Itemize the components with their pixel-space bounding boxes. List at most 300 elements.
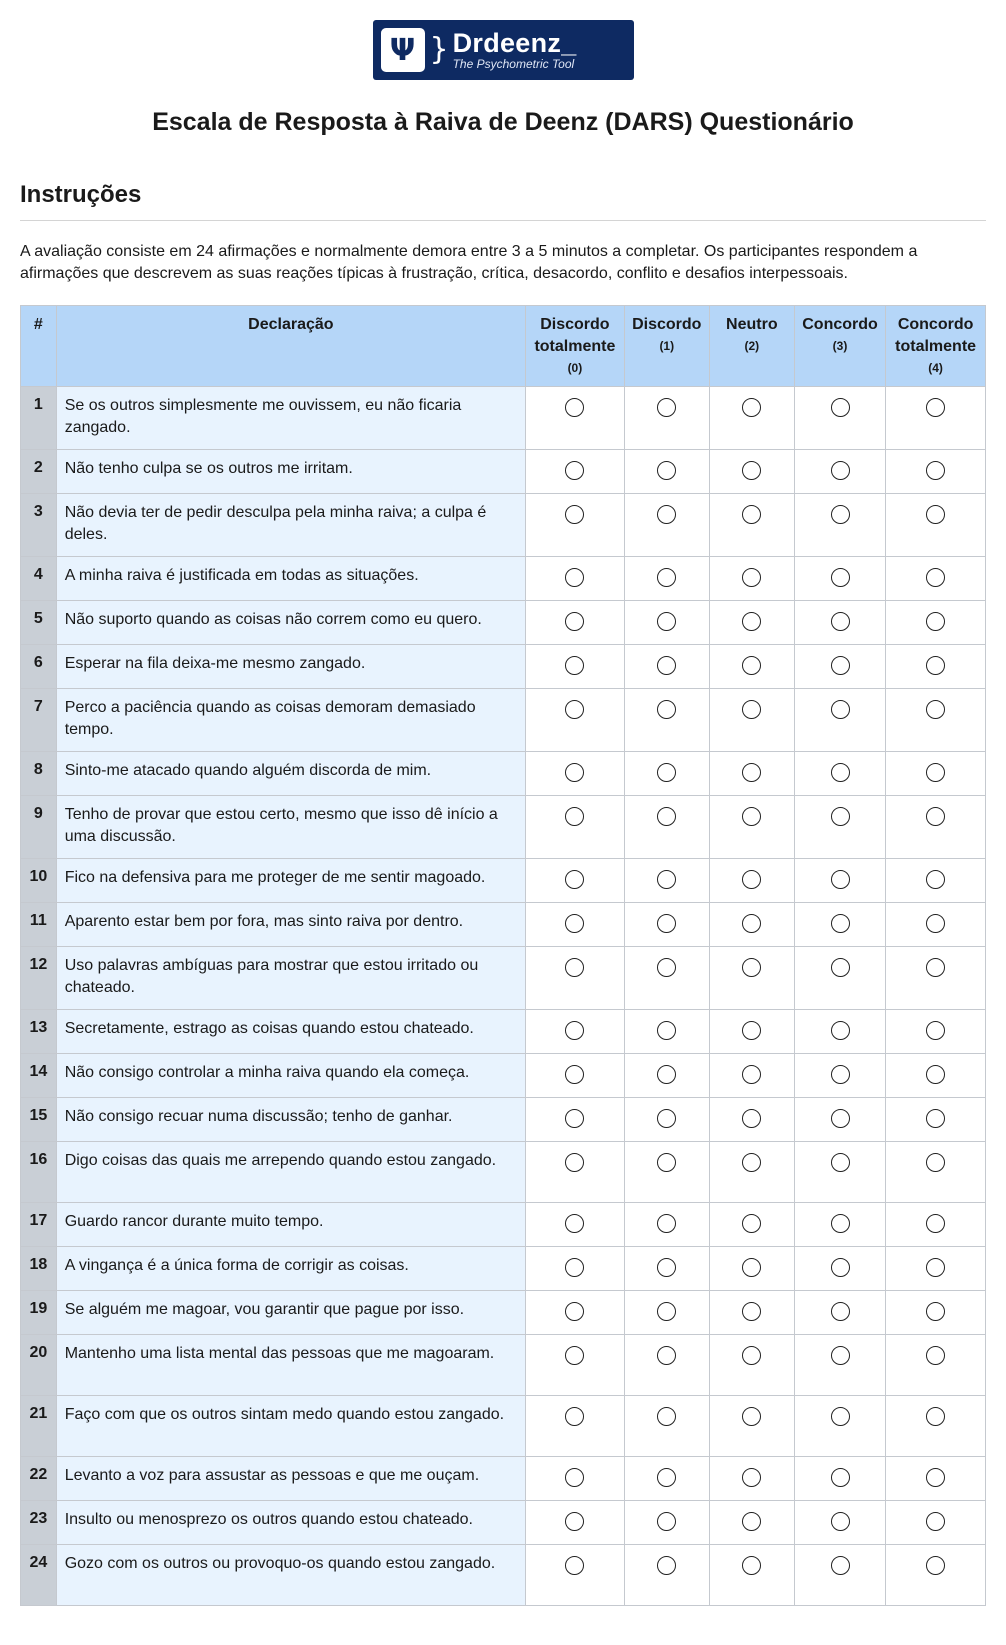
- option-score: (4): [928, 361, 943, 375]
- section-divider: [20, 220, 986, 221]
- answer-radio-3[interactable]: [831, 612, 850, 631]
- answer-radio-1[interactable]: [657, 1021, 676, 1040]
- answer-radio-4[interactable]: [926, 1407, 945, 1426]
- answer-radio-1[interactable]: [657, 870, 676, 889]
- answer-radio-1[interactable]: [657, 1065, 676, 1084]
- answer-radio-0[interactable]: [565, 958, 584, 977]
- answer-cell: [794, 387, 885, 450]
- answer-radio-1[interactable]: [657, 1109, 676, 1128]
- answer-radio-0[interactable]: [565, 461, 584, 480]
- table-row: [21, 796, 986, 859]
- question-statement: A vingança é a única forma de corrigir as coisas.: [56, 1247, 525, 1291]
- logo-tagline: The Psychometric Tool: [452, 57, 575, 71]
- table-row: [21, 450, 986, 494]
- answer-radio-0[interactable]: [565, 1407, 584, 1426]
- answer-cell: [709, 1054, 794, 1098]
- answer-cell: [886, 387, 986, 450]
- answer-radio-1[interactable]: [657, 763, 676, 782]
- answer-radio-3[interactable]: [831, 1407, 850, 1426]
- answer-radio-0[interactable]: [565, 700, 584, 719]
- answer-radio-1[interactable]: [657, 958, 676, 977]
- answer-cell: [624, 947, 709, 1010]
- answer-radio-2[interactable]: [742, 656, 761, 675]
- answer-cell: [624, 796, 709, 859]
- table-row: [21, 1054, 986, 1098]
- question-number: 3: [21, 494, 57, 557]
- table-row: [21, 1203, 986, 1247]
- answer-radio-2[interactable]: [742, 1258, 761, 1277]
- question-number: 24: [21, 1545, 57, 1606]
- answer-radio-1[interactable]: [657, 656, 676, 675]
- answer-radio-0[interactable]: [565, 870, 584, 889]
- answer-radio-4[interactable]: [926, 763, 945, 782]
- answer-cell: [624, 1247, 709, 1291]
- page-title: Escala de Resposta à Raiva de Deenz (DARS) Questionário: [152, 108, 854, 136]
- answer-cell: [886, 1291, 986, 1335]
- answer-cell: [886, 947, 986, 1010]
- answer-cell: [624, 1291, 709, 1335]
- answer-cell: [526, 859, 625, 903]
- answer-radio-2[interactable]: [742, 1065, 761, 1084]
- answer-radio-1[interactable]: [657, 1346, 676, 1365]
- answer-radio-3[interactable]: [831, 1214, 850, 1233]
- answer-radio-0[interactable]: [565, 1302, 584, 1321]
- answer-cell: [794, 1054, 885, 1098]
- answer-cell: [794, 1247, 885, 1291]
- answer-cell: [526, 903, 625, 947]
- question-statement: Secretamente, estrago as coisas quando estou chateado.: [56, 1010, 525, 1054]
- answer-radio-2[interactable]: [742, 398, 761, 417]
- header-option-4: [886, 306, 986, 387]
- answer-cell: [709, 1396, 794, 1457]
- question-statement: Não consigo recuar numa discussão; tenho de ganhar.: [56, 1098, 525, 1142]
- answer-radio-0[interactable]: [565, 1065, 584, 1084]
- header-option-2: [709, 306, 794, 387]
- answer-radio-3[interactable]: [831, 1021, 850, 1040]
- answer-radio-1[interactable]: [657, 1407, 676, 1426]
- answer-cell: [794, 1457, 885, 1501]
- answer-cell: [526, 1335, 625, 1396]
- header-option-1: [624, 306, 709, 387]
- answer-radio-0[interactable]: [565, 568, 584, 587]
- answer-cell: [709, 689, 794, 752]
- drdeenz-logo: [373, 20, 634, 80]
- option-label: Concordo totalmente: [895, 316, 977, 355]
- answer-cell: [794, 796, 885, 859]
- answer-cell: [624, 752, 709, 796]
- answer-cell: [526, 1396, 625, 1457]
- answer-radio-2[interactable]: [742, 568, 761, 587]
- question-statement: Tenho de provar que estou certo, mesmo que isso dê início a uma discussão.: [56, 796, 525, 859]
- question-number: 15: [21, 1098, 57, 1142]
- answer-cell: [886, 494, 986, 557]
- answer-cell: [794, 752, 885, 796]
- answer-cell: [526, 796, 625, 859]
- table-row: [21, 1291, 986, 1335]
- answer-cell: [526, 689, 625, 752]
- answer-cell: [794, 859, 885, 903]
- answer-radio-4[interactable]: [926, 870, 945, 889]
- answer-cell: [794, 1010, 885, 1054]
- question-number: 21: [21, 1396, 57, 1457]
- logo-name: Drdeenz_: [452, 28, 577, 58]
- answer-radio-0[interactable]: [565, 656, 584, 675]
- answer-radio-1[interactable]: [657, 700, 676, 719]
- answer-radio-1[interactable]: [657, 612, 676, 631]
- answer-radio-0[interactable]: [565, 1346, 584, 1365]
- answer-cell: [526, 450, 625, 494]
- answer-cell: [526, 752, 625, 796]
- answer-radio-4[interactable]: [926, 1021, 945, 1040]
- answer-radio-1[interactable]: [657, 505, 676, 524]
- answer-radio-0[interactable]: [565, 1153, 584, 1172]
- answer-radio-3[interactable]: [831, 1109, 850, 1128]
- answer-radio-4[interactable]: [926, 1346, 945, 1365]
- question-number: 5: [21, 601, 57, 645]
- answer-radio-0[interactable]: [565, 505, 584, 524]
- answer-radio-3[interactable]: [831, 700, 850, 719]
- answer-radio-4[interactable]: [926, 1153, 945, 1172]
- answer-cell: [526, 1291, 625, 1335]
- answer-cell: [886, 903, 986, 947]
- answer-radio-4[interactable]: [926, 1258, 945, 1277]
- answer-cell: [886, 689, 986, 752]
- answer-cell: [709, 859, 794, 903]
- answer-cell: [794, 601, 885, 645]
- questionnaire-table: [20, 305, 986, 1606]
- answer-cell: [624, 494, 709, 557]
- logo-container: [20, 20, 986, 80]
- answer-radio-3[interactable]: [831, 914, 850, 933]
- answer-cell: [886, 796, 986, 859]
- table-row: [21, 1335, 986, 1396]
- answer-cell: [886, 1545, 986, 1606]
- question-number: 7: [21, 689, 57, 752]
- answer-cell: [794, 1098, 885, 1142]
- answer-cell: [886, 450, 986, 494]
- header-option-3: [794, 306, 885, 387]
- question-number: 12: [21, 947, 57, 1010]
- answer-radio-1[interactable]: [657, 1468, 676, 1487]
- answer-cell: [886, 1142, 986, 1203]
- answer-cell: [709, 903, 794, 947]
- answer-radio-2[interactable]: [742, 1556, 761, 1575]
- answer-cell: [709, 1545, 794, 1606]
- question-number: 13: [21, 1010, 57, 1054]
- answer-radio-2[interactable]: [742, 763, 761, 782]
- answer-radio-0[interactable]: [565, 1556, 584, 1575]
- answer-radio-3[interactable]: [831, 1302, 850, 1321]
- answer-radio-3[interactable]: [831, 1468, 850, 1487]
- question-number: 1: [21, 387, 57, 450]
- answer-cell: [709, 387, 794, 450]
- answer-radio-0[interactable]: [565, 1109, 584, 1128]
- answer-cell: [526, 1203, 625, 1247]
- header-statement: Declaração: [56, 306, 525, 387]
- question-number: 2: [21, 450, 57, 494]
- question-number: 11: [21, 903, 57, 947]
- answer-cell: [709, 1142, 794, 1203]
- answer-cell: [794, 1291, 885, 1335]
- answer-cell: [624, 1142, 709, 1203]
- answer-radio-3[interactable]: [831, 398, 850, 417]
- answer-radio-3[interactable]: [831, 1065, 850, 1084]
- answer-radio-3[interactable]: [831, 568, 850, 587]
- table-row: [21, 1501, 986, 1545]
- answer-radio-0[interactable]: [565, 1468, 584, 1487]
- answer-cell: [526, 947, 625, 1010]
- answer-cell: [624, 1054, 709, 1098]
- answer-radio-3[interactable]: [831, 1153, 850, 1172]
- answer-radio-2[interactable]: [742, 1153, 761, 1172]
- answer-radio-2[interactable]: [742, 1512, 761, 1531]
- answer-radio-3[interactable]: [831, 958, 850, 977]
- question-statement: Aparento estar bem por fora, mas sinto raiva por dentro.: [56, 903, 525, 947]
- answer-radio-2[interactable]: [742, 1346, 761, 1365]
- table-row: [21, 557, 986, 601]
- question-number: 9: [21, 796, 57, 859]
- answer-cell: [794, 1203, 885, 1247]
- answer-radio-0[interactable]: [565, 1512, 584, 1531]
- table-row: [21, 947, 986, 1010]
- answer-radio-3[interactable]: [831, 1346, 850, 1365]
- answer-radio-4[interactable]: [926, 398, 945, 417]
- answer-radio-0[interactable]: [565, 1021, 584, 1040]
- answer-cell: [709, 1335, 794, 1396]
- answer-radio-4[interactable]: [926, 568, 945, 587]
- answer-cell: [709, 645, 794, 689]
- answer-radio-0[interactable]: [565, 1214, 584, 1233]
- answer-radio-2[interactable]: [742, 1021, 761, 1040]
- answer-cell: [709, 1501, 794, 1545]
- answer-radio-3[interactable]: [831, 505, 850, 524]
- answer-radio-1[interactable]: [657, 1214, 676, 1233]
- table-row: [21, 1396, 986, 1457]
- answer-cell: [709, 796, 794, 859]
- table-row: [21, 1098, 986, 1142]
- question-statement: A minha raiva é justificada em todas as situações.: [56, 557, 525, 601]
- question-number: 14: [21, 1054, 57, 1098]
- answer-cell: [624, 1335, 709, 1396]
- answer-cell: [624, 1098, 709, 1142]
- answer-cell: [624, 903, 709, 947]
- table-row: [21, 689, 986, 752]
- answer-radio-4[interactable]: [926, 1512, 945, 1531]
- answer-cell: [526, 1010, 625, 1054]
- answer-cell: [794, 557, 885, 601]
- answer-cell: [794, 450, 885, 494]
- answer-radio-0[interactable]: [565, 612, 584, 631]
- answer-radio-2[interactable]: [742, 807, 761, 826]
- answer-cell: [886, 1501, 986, 1545]
- answer-cell: [526, 387, 625, 450]
- answer-radio-3[interactable]: [831, 461, 850, 480]
- answer-cell: [709, 1457, 794, 1501]
- question-statement: Gozo com os outros ou provoquo-os quando estou zangado.: [56, 1545, 525, 1606]
- question-statement: Não devia ter de pedir desculpa pela minha raiva; a culpa é deles.: [56, 494, 525, 557]
- question-statement: Perco a paciência quando as coisas demoram demasiado tempo.: [56, 689, 525, 752]
- answer-cell: [624, 1501, 709, 1545]
- answer-radio-4[interactable]: [926, 461, 945, 480]
- answer-radio-4[interactable]: [926, 1065, 945, 1084]
- question-number: 23: [21, 1501, 57, 1545]
- answer-radio-2[interactable]: [742, 958, 761, 977]
- answer-radio-2[interactable]: [742, 700, 761, 719]
- question-statement: Sinto-me atacado quando alguém discorda de mim.: [56, 752, 525, 796]
- answer-cell: [794, 645, 885, 689]
- question-statement: Não consigo controlar a minha raiva quando ela começa.: [56, 1054, 525, 1098]
- answer-cell: [624, 1203, 709, 1247]
- answer-radio-1[interactable]: [657, 461, 676, 480]
- brace-icon: }: [429, 32, 449, 67]
- instructions-heading: Instruções: [20, 181, 142, 208]
- option-score: (2): [744, 339, 760, 353]
- answer-radio-4[interactable]: [926, 958, 945, 977]
- table-row: [21, 1142, 986, 1203]
- answer-cell: [709, 601, 794, 645]
- answer-cell: [794, 947, 885, 1010]
- answer-radio-4[interactable]: [926, 807, 945, 826]
- answer-cell: [794, 1396, 885, 1457]
- answer-cell: [709, 1247, 794, 1291]
- instructions-text: A avaliação consiste em 24 afirmações e normalmente demora entre 3 a 5 minutos a completar. Os participantes respondem a afirmações que descrevem as suas reações típicas à frustração, crítica, desacordo, conflito e desafios interpessoais.: [20, 243, 918, 282]
- question-statement: Não tenho culpa se os outros me irritam.: [56, 450, 525, 494]
- answer-radio-3[interactable]: [831, 656, 850, 675]
- answer-cell: [886, 752, 986, 796]
- answer-cell: [794, 494, 885, 557]
- answer-radio-2[interactable]: [742, 505, 761, 524]
- answer-radio-2[interactable]: [742, 612, 761, 631]
- table-body: [21, 387, 986, 1606]
- answer-cell: [526, 601, 625, 645]
- answer-cell: [794, 1142, 885, 1203]
- answer-radio-0[interactable]: [565, 398, 584, 417]
- option-label: Neutro: [726, 316, 778, 333]
- answer-radio-4[interactable]: [926, 656, 945, 675]
- answer-radio-3[interactable]: [831, 1512, 850, 1531]
- answer-radio-2[interactable]: [742, 1214, 761, 1233]
- answer-cell: [794, 1335, 885, 1396]
- header-option-0: [526, 306, 625, 387]
- answer-cell: [709, 1010, 794, 1054]
- answer-cell: [526, 1545, 625, 1606]
- answer-radio-1[interactable]: [657, 1556, 676, 1575]
- answer-cell: [526, 1457, 625, 1501]
- table-row: [21, 1010, 986, 1054]
- answer-cell: [526, 1247, 625, 1291]
- question-number: 19: [21, 1291, 57, 1335]
- answer-radio-0[interactable]: [565, 807, 584, 826]
- answer-radio-2[interactable]: [742, 914, 761, 933]
- option-score: (0): [567, 361, 583, 375]
- answer-radio-1[interactable]: [657, 1153, 676, 1172]
- question-statement: Insulto ou menosprezo os outros quando estou chateado.: [56, 1501, 525, 1545]
- answer-cell: [624, 1545, 709, 1606]
- answer-radio-1[interactable]: [657, 398, 676, 417]
- answer-cell: [709, 947, 794, 1010]
- answer-cell: [709, 752, 794, 796]
- answer-radio-2[interactable]: [742, 1302, 761, 1321]
- answer-radio-0[interactable]: [565, 763, 584, 782]
- table-row: [21, 1247, 986, 1291]
- question-number: 16: [21, 1142, 57, 1203]
- answer-radio-3[interactable]: [831, 1258, 850, 1277]
- answer-radio-4[interactable]: [926, 1214, 945, 1233]
- answer-radio-4[interactable]: [926, 1302, 945, 1321]
- answer-radio-2[interactable]: [742, 1109, 761, 1128]
- answer-radio-4[interactable]: [926, 1468, 945, 1487]
- answer-cell: [624, 859, 709, 903]
- answer-radio-3[interactable]: [831, 1556, 850, 1575]
- question-number: 4: [21, 557, 57, 601]
- question-statement: Digo coisas das quais me arrependo quando estou zangado.: [56, 1142, 525, 1203]
- question-number: 8: [21, 752, 57, 796]
- answer-radio-3[interactable]: [831, 807, 850, 826]
- answer-radio-4[interactable]: [926, 700, 945, 719]
- answer-cell: [526, 645, 625, 689]
- answer-radio-1[interactable]: [657, 1258, 676, 1277]
- answer-cell: [794, 689, 885, 752]
- answer-radio-0[interactable]: [565, 914, 584, 933]
- answer-cell: [709, 1098, 794, 1142]
- header-number: #: [21, 306, 57, 387]
- answer-cell: [709, 494, 794, 557]
- answer-cell: [526, 1098, 625, 1142]
- question-number: 18: [21, 1247, 57, 1291]
- answer-cell: [794, 1501, 885, 1545]
- answer-radio-3[interactable]: [831, 763, 850, 782]
- answer-cell: [709, 1203, 794, 1247]
- answer-radio-4[interactable]: [926, 505, 945, 524]
- answer-radio-4[interactable]: [926, 1109, 945, 1128]
- answer-radio-2[interactable]: [742, 870, 761, 889]
- answer-cell: [526, 1142, 625, 1203]
- logo-text: [453, 29, 577, 71]
- answer-radio-4[interactable]: [926, 1556, 945, 1575]
- answer-cell: [794, 903, 885, 947]
- answer-radio-3[interactable]: [831, 870, 850, 889]
- answer-radio-4[interactable]: [926, 914, 945, 933]
- answer-cell: [709, 450, 794, 494]
- answer-radio-2[interactable]: [742, 1407, 761, 1426]
- answer-radio-1[interactable]: [657, 1302, 676, 1321]
- option-score: (3): [832, 339, 848, 353]
- option-label: Concordo: [802, 316, 878, 333]
- answer-radio-0[interactable]: [565, 1258, 584, 1277]
- answer-cell: [624, 387, 709, 450]
- question-number: 10: [21, 859, 57, 903]
- answer-radio-2[interactable]: [742, 1468, 761, 1487]
- table-row: [21, 1545, 986, 1606]
- answer-radio-4[interactable]: [926, 612, 945, 631]
- answer-radio-2[interactable]: [742, 461, 761, 480]
- answer-cell: [624, 557, 709, 601]
- answer-radio-1[interactable]: [657, 914, 676, 933]
- question-statement: Não suporto quando as coisas não correm como eu quero.: [56, 601, 525, 645]
- question-number: 17: [21, 1203, 57, 1247]
- answer-cell: [886, 645, 986, 689]
- answer-radio-1[interactable]: [657, 807, 676, 826]
- answer-radio-1[interactable]: [657, 1512, 676, 1531]
- psi-logo-icon: Ψ: [381, 28, 425, 72]
- answer-cell: [886, 1396, 986, 1457]
- answer-cell: [624, 1457, 709, 1501]
- question-statement: Uso palavras ambíguas para mostrar que estou irritado ou chateado.: [56, 947, 525, 1010]
- question-statement: Guardo rancor durante muito tempo.: [56, 1203, 525, 1247]
- table-row: [21, 1457, 986, 1501]
- answer-radio-1[interactable]: [657, 568, 676, 587]
- answer-cell: [624, 689, 709, 752]
